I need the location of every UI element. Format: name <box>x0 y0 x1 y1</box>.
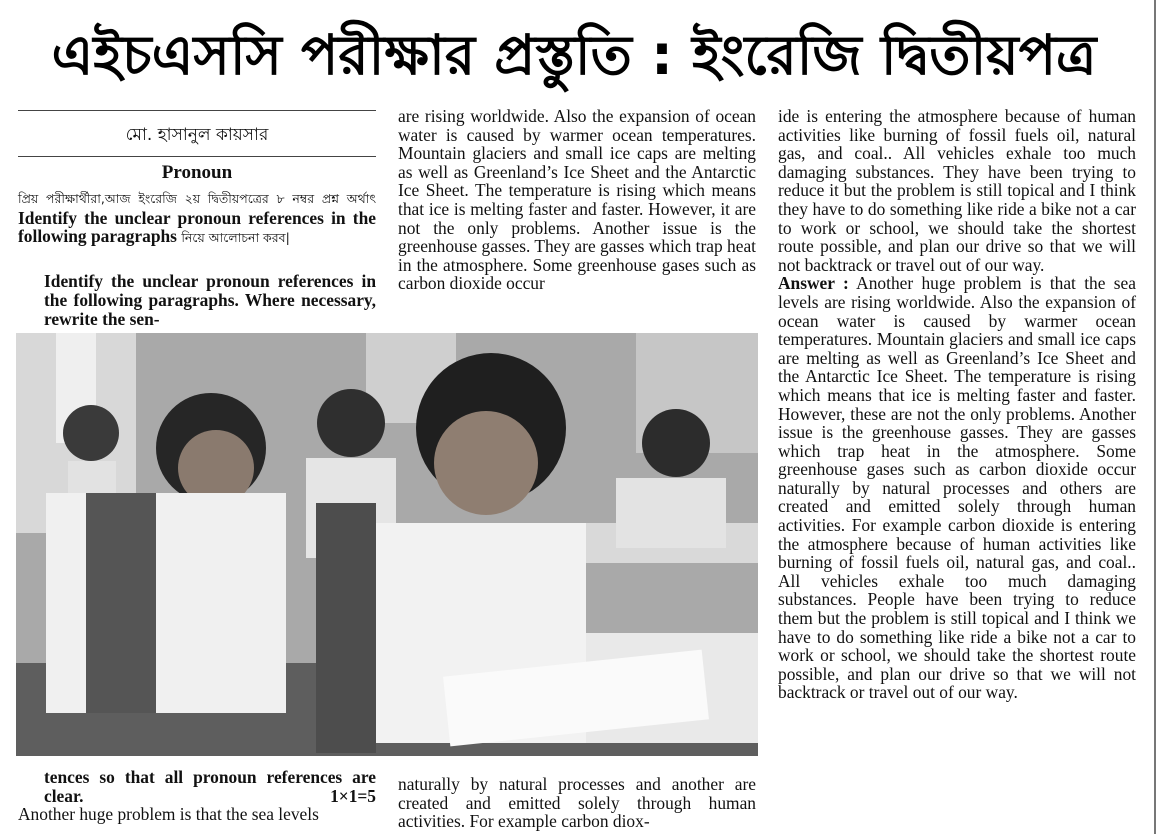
col3-paragraph: ide is entering the atmosphere because of human activities like burning of fossil fuels oil, natural gas, and coal.. All vehicles exhale too much damaging substances. They have been trying to reduce it but the problem is still topical and I think they have to do something like ride a bike not a car to work or school, we should take the shortest route possible, and plan our drive so that we will not backtrack or travel out of our way. <box>778 106 1136 275</box>
col2-bottom-text: naturally by natural processes and another are created and emitted solely through human activities. For example carbon diox- <box>398 774 756 832</box>
intro-bn-lead: প্রিয় পরীক্ষার্থীরা,আজ ইংরেজি ২য় দ্বিতীয়পত্রের ৮ নম্বর প্রশ্ন অর্থাৎ <box>18 191 376 206</box>
intro-en-bold: Identify the unclear pronoun references in the following paragraphs <box>18 207 376 247</box>
page-edge-rule <box>1154 0 1156 834</box>
col1-bottom-text: Another huge problem is that the sea levels <box>18 804 319 824</box>
students-writing-exam-illustration <box>16 333 758 756</box>
instruction-part2 <box>44 768 376 805</box>
exam-hall-photo <box>16 333 758 756</box>
byline-rule <box>18 156 376 157</box>
answer-text: Another huge problem is that the sea levels are rising worldwide. Also the expansion of ocean water is caused by warmer ocean temperatures. Mountain glaciers and small ice caps are melting as well as Greenland’s Ice Sheet and the Antarctic Ice Sheet. The temperature is rising which means that ice is melting faster and faster. However, these are not the only problems. Another issue is the greenhouse gasses. They are gasses which trap heat in the atmosphere. Some greenhouse gases such as carbon dioxide occur naturally by natural processes and others are created and emitted solely through human activities. For example carbon dioxide is entering the atmosphere because of human activities like burning of fossil fuels oil, natural gas, and coal.. All vehicles exhale too much damaging substances. People have been trying to reduce them but the problem is still topical and I think we have to do something like ride a bike not a car to work or school, we should take the shortest route possible, and plan our drive so that we will not backtrack or travel out of our way. <box>778 273 1136 703</box>
instruction-part2-text: tences so that all pronoun references are clear. <box>44 767 376 806</box>
section-title: Pronoun <box>161 162 233 183</box>
marks-label: 1×1=5 <box>330 785 376 806</box>
intro-bn-tail: নিয়ে আলোচনা করব| <box>181 230 290 246</box>
top-rule <box>18 110 376 111</box>
col3-text <box>778 107 1136 702</box>
col2-top-text: are rising worldwide. Also the expansion of ocean water is caused by warmer ocean temperatures. Mountain glaciers and small ice caps are melting as well as Greenland’s Ice Sheet and the Antarctic Ice Sheet. The temperature is rising which means that ice is melting faster and faster. However, it are not the only problems. Another issue is the greenhouse gasses. They are gasses which trap heat in the atmosphere. Some greenhouse gases such as carbon dioxide occur <box>398 106 756 294</box>
intro-paragraph <box>18 188 376 248</box>
headline: এইচএসসি পরীক্ষার প্রস্তুতি : ইংরেজি দ্বিতীয়পত্র <box>51 23 1097 87</box>
answer-label: Answer : <box>778 273 849 294</box>
answer-paragraph <box>778 274 1136 702</box>
byline: মো. হাসানুল কায়সার <box>125 125 269 145</box>
instruction-part1: Identify the unclear pronoun references in the following paragraphs. Where necessary, rewrite the sen- <box>44 271 376 329</box>
